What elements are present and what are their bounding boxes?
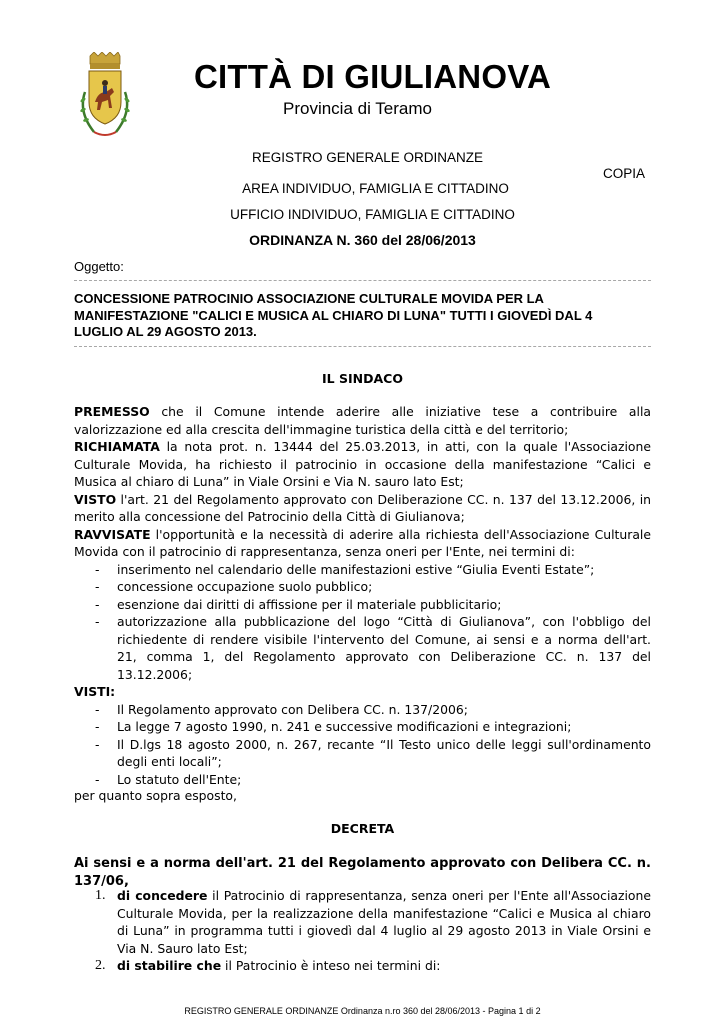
decreta-heading: DECRETA bbox=[330, 821, 395, 836]
visti-heading: VISTI: bbox=[74, 684, 116, 699]
paragraph-text: che il Comune intende aderire alle iniziative tese a contribuire alla valorizzazione ed alla crescita dell'immagine turistica della città e del territorio; bbox=[74, 404, 651, 437]
list-item bbox=[74, 887, 651, 957]
province-name: Provincia di Teramo bbox=[283, 99, 432, 118]
paragraph-richiamata bbox=[74, 438, 651, 491]
paragraph-visto bbox=[74, 491, 651, 526]
preamble bbox=[74, 403, 651, 788]
dash-mark: - bbox=[95, 596, 100, 612]
keyword: di concedere bbox=[117, 888, 208, 903]
item-number: 1. bbox=[95, 888, 106, 903]
terms-list bbox=[74, 561, 651, 684]
list-item-text: Lo statuto dell'Ente; bbox=[117, 771, 242, 787]
list-item-text: autorizzazione alla pubblicazione del logo “Città di Giulianova”, con l'obbligo del richiedente di rendere visibile l'intervento del Comune, ai sensi e a norma dell'art. 21, comma 1, del Regolamento approvato con Deliberazione CC. n. 137 del 13.12.2006; bbox=[117, 614, 651, 682]
visti-list bbox=[74, 701, 651, 789]
divider bbox=[74, 280, 651, 281]
keyword: RICHIAMATA bbox=[74, 439, 160, 454]
copy-label: COPIA bbox=[603, 166, 646, 181]
paragraph-text: la nota prot. n. 13444 del 25.03.2013, in atti, con la quale l'Associazione Culturale Movida, ha richiesto il patrocinio in occasione della manifestazione “Calici e Musica al chiaro di Luna” in Viale Orsini e Via N. sauro lato Est; bbox=[74, 439, 651, 489]
list-item-text: esenzione dai diritti di affissione per il materiale pubblicitario; bbox=[117, 596, 502, 612]
dash-mark: - bbox=[95, 614, 100, 629]
dash-mark: - bbox=[95, 701, 100, 717]
paragraph-text: l'art. 21 del Regolamento approvato con Deliberazione CC. n. 137 del 13.12.2006, in merito alla concessione del Patrocinio della Città di Giulianova; bbox=[74, 491, 651, 524]
paragraph-ravvisate bbox=[74, 526, 651, 561]
list-item bbox=[74, 613, 651, 683]
dash-mark: - bbox=[95, 719, 100, 734]
city-name: CITTÀ DI GIULIANOVA bbox=[194, 58, 552, 95]
list-item bbox=[74, 957, 651, 975]
keyword: RAVVISATE bbox=[74, 526, 151, 542]
list-item bbox=[74, 578, 651, 596]
page-footer: REGISTRO GENERALE ORDINANZE Ordinanza n.ro 360 del 28/06/2013 - Pagina 1 di 2 bbox=[184, 1006, 541, 1016]
dash-mark: - bbox=[95, 579, 100, 594]
list-item bbox=[74, 736, 651, 771]
legal-basis: Ai sensi e a norma dell'art. 21 del Regolamento approvato con Delibera CC. n. 137/06, bbox=[74, 856, 651, 889]
subject-label: Oggetto: bbox=[74, 259, 124, 274]
office-title: UFFICIO INDIVIDUO, FAMIGLIA E CITTADINO bbox=[230, 207, 515, 222]
dash-mark: - bbox=[95, 561, 100, 577]
paragraph-premesso bbox=[74, 403, 651, 438]
keyword: PREMESSO bbox=[74, 404, 150, 419]
decree-items bbox=[74, 887, 651, 975]
ordinance-number: ORDINANZA N. 360 del 28/06/2013 bbox=[249, 232, 476, 248]
closing-text: per quanto sopra esposto, bbox=[74, 788, 237, 803]
mayor-heading: IL SINDACO bbox=[322, 371, 403, 386]
dash-mark: - bbox=[95, 736, 100, 752]
dash-mark: - bbox=[95, 771, 100, 787]
list-item bbox=[74, 561, 651, 579]
registry-title: REGISTRO GENERALE ORDINANZE bbox=[251, 150, 484, 165]
crest-icon bbox=[76, 52, 134, 142]
list-item-text: Il D.lgs 18 agosto 2000, n. 267, recante “Il Testo unico delle leggi sull'ordinamento degli enti locali”; bbox=[117, 736, 651, 769]
subject-text: CONCESSIONE PATROCINIO ASSOCIAZIONE CULTURALE MOVIDA PER LA MANIFESTAZIONE "CALICI E MUSICA AL CHIARO DI LUNA" TUTTI I GIOVEDÌ DAL 4 LUGLIO AL 29 AGOSTO 2013. bbox=[74, 291, 593, 339]
paragraph-text: l'opportunità e la necessità di aderire alla richiesta dell'Associazione Culturale Movida con il patrocinio di rappresentanza, senza oneri per l'Ente, nei termini di: bbox=[74, 526, 651, 559]
list-item-text: il Patrocinio di rappresentanza, senza oneri per l'Ente all'Associazione Culturale Movida, per la realizzazione della manifestazione “Calici e Musica al chiaro di Luna” in programma tutti i giovedì dal 4 luglio al 29 agosto 2013 in Viale Orsini e Via N. Sauro lato Est; bbox=[117, 888, 651, 956]
list-item-text: Il Regolamento approvato con Delibera CC. n. 137/2006; bbox=[117, 701, 468, 717]
list-item-text: inserimento nel calendario delle manifestazioni estive “Giulia Eventi Estate”; bbox=[117, 561, 595, 577]
decree-list bbox=[74, 887, 651, 975]
area-title: AREA INDIVIDUO, FAMIGLIA E CITTADINO bbox=[242, 181, 509, 196]
list-item-text: il Patrocinio è inteso nei termini di: bbox=[221, 958, 441, 973]
keyword: VISTO bbox=[74, 491, 117, 507]
keyword: di stabilire che bbox=[117, 958, 222, 973]
list-item-text: La legge 7 agosto 1990, n. 241 e successive modificazioni e integrazioni; bbox=[117, 719, 572, 734]
divider bbox=[74, 346, 651, 347]
list-item bbox=[74, 701, 651, 719]
list-item bbox=[74, 718, 651, 736]
list-item-text: concessione occupazione suolo pubblico; bbox=[117, 579, 373, 594]
item-number: 2. bbox=[95, 958, 106, 973]
list-item bbox=[74, 596, 651, 614]
list-item bbox=[74, 771, 651, 789]
